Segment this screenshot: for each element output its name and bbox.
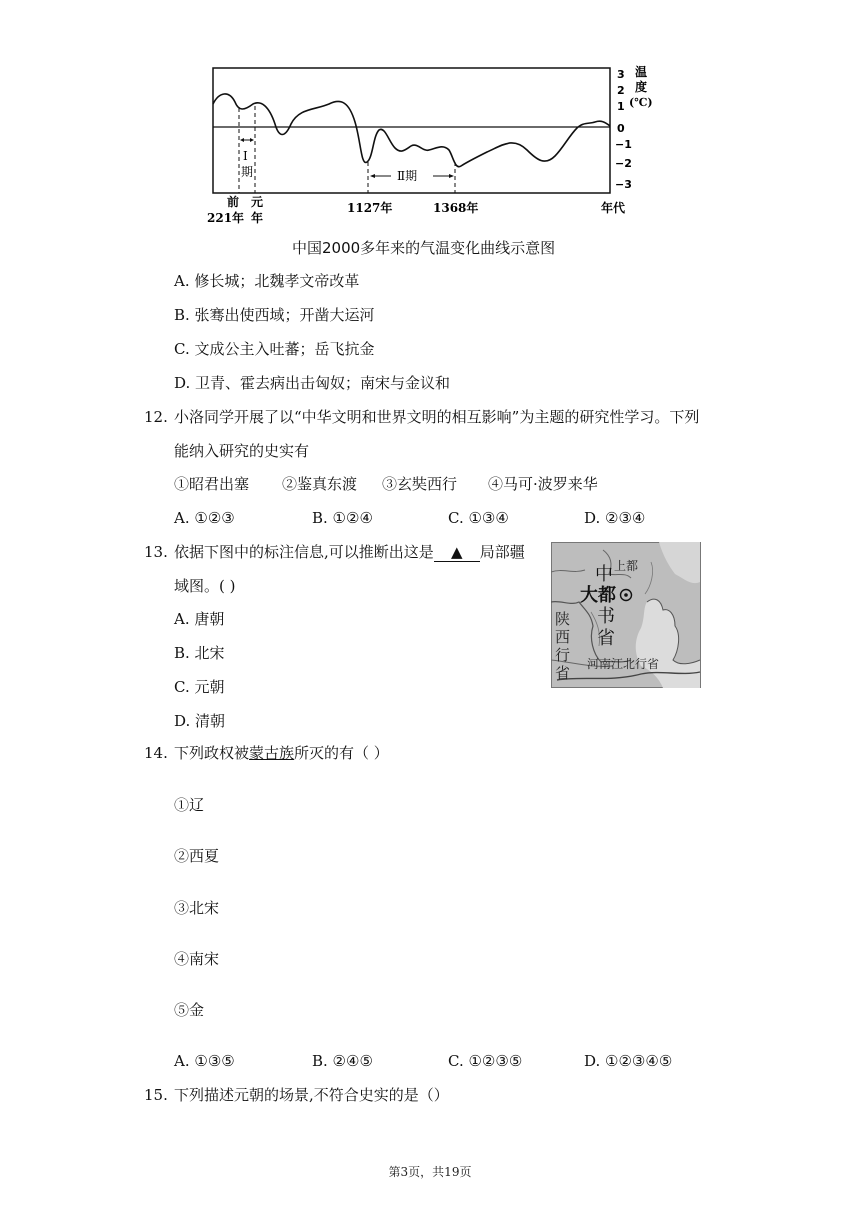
map-label-shaanxi: 行 [555,646,571,664]
q12-number: 12. [144,408,168,426]
yuan-map [551,542,701,688]
q14-item: ②西夏 [174,847,220,865]
temperature-curve [213,94,610,167]
q13-option-b[interactable]: B. 北宋 [174,644,225,662]
q13-number: 13. [144,543,168,561]
q13-stem-line2: 域图。( ) [174,577,236,595]
q14-item: ③北宋 [174,899,220,917]
temperature-chart [205,62,665,230]
y-tick: −2 [615,157,632,170]
y-axis-label: (℃) [629,96,653,109]
map-label-zhong: 中 [595,564,613,585]
q11-option-a[interactable]: A. 修长城；北魏孝文帝改革 [174,272,360,290]
q14-option-a[interactable]: A. ①③⑤ [174,1052,235,1070]
map-label-sheng: 省 [597,628,615,649]
q11-option-b[interactable]: B. 张骞出使西域；开凿大运河 [174,306,375,324]
q12-option-a[interactable]: A. ①②③ [174,509,235,527]
period2-label: Ⅱ期 [397,169,418,183]
q14-stem-post: 所灭的有（ ） [294,744,389,762]
q12-option-c[interactable]: C. ①③④ [448,509,509,527]
map-label-shaanxi: 省 [555,664,571,682]
y-tick: 1 [617,100,625,113]
x-label: 年代 [601,201,626,215]
period1-label-1: Ⅰ [243,149,248,163]
x-label: 年 [251,211,264,225]
y-tick: 3 [617,68,625,81]
q13-stem-line1 [174,542,525,562]
map-label-dadu: 大都 [580,585,616,606]
q13-answer-blank[interactable]: ▲ [434,544,480,562]
y-tick: 2 [617,84,625,97]
q12-item: ③玄奘西行 [382,475,458,493]
x-label: 1368年 [433,201,479,215]
page-footer: 第3页，共19页 [388,1165,472,1179]
y-axis-label: 度 [635,80,648,94]
q14-item: ④南宋 [174,950,220,968]
q12-option-d[interactable]: D. ②③④ [584,509,646,527]
q12-option-b[interactable]: B. ①②④ [312,509,373,527]
q14-stem-underlined: 蒙古族 [249,744,295,762]
map-label-henan: 河南江北行省 [587,657,660,671]
x-label: 1127年 [347,201,393,215]
map-label-shu: 书 [597,606,615,627]
q11-option-d[interactable]: D. 卫青、霍去病出击匈奴；南宋与金议和 [174,374,451,392]
chart-title: 中国2000多年来的气温变化曲线示意图 [292,239,556,257]
q14-item: ⑤金 [174,1001,205,1019]
q14-stem [174,743,389,763]
q12-item: ②鉴真东渡 [282,475,358,493]
q14-number: 14. [144,744,168,762]
q13-stem-pre: 依据下图中的标注信息,可以推断出这是 [174,543,434,561]
map-label-shaanxi: 陕 [555,610,571,628]
q15-stem: 下列描述元朝的场景,不符合史实的是（） [174,1086,449,1104]
q12-item: ①昭君出塞 [174,475,250,493]
q14-option-d[interactable]: D. ①②③④⑤ [584,1052,673,1070]
q14-option-c[interactable]: C. ①②③⑤ [448,1052,523,1070]
q13-stem-post: 局部疆 [479,543,525,561]
y-tick: −1 [615,138,632,151]
q13-option-d[interactable]: D. 清朝 [174,712,226,730]
map-label-shaanxi: 西 [555,628,571,646]
q14-option-b[interactable]: B. ②④⑤ [312,1052,373,1070]
q13-option-c[interactable]: C. 元朝 [174,678,225,696]
x-label: 元 [251,195,264,209]
q14-stem-pre: 下列政权被 [174,744,250,762]
q11-option-c[interactable]: C. 文成公主入吐蕃；岳飞抗金 [174,340,375,358]
q13-option-a[interactable]: A. 唐朝 [174,610,225,628]
q12-item: ④马可·波罗来华 [488,475,598,493]
y-axis-label: 温 [635,65,648,79]
y-tick: 0 [617,122,625,135]
map-label-shangdu: 上都 [614,559,639,573]
y-tick: −3 [615,178,632,191]
q14-item: ①辽 [174,796,205,814]
q15-number: 15. [144,1086,168,1104]
q12-stem-line2: 能纳入研究的史实有 [174,442,310,460]
q12-stem-line1: 小洛同学开展了以“中华文明和世界文明的相互影响”为主题的研究性学习。下列 [174,408,700,426]
period1-label-2: 期 [241,165,254,179]
x-label: 221年 [207,211,245,225]
x-label: 前 [227,195,240,209]
